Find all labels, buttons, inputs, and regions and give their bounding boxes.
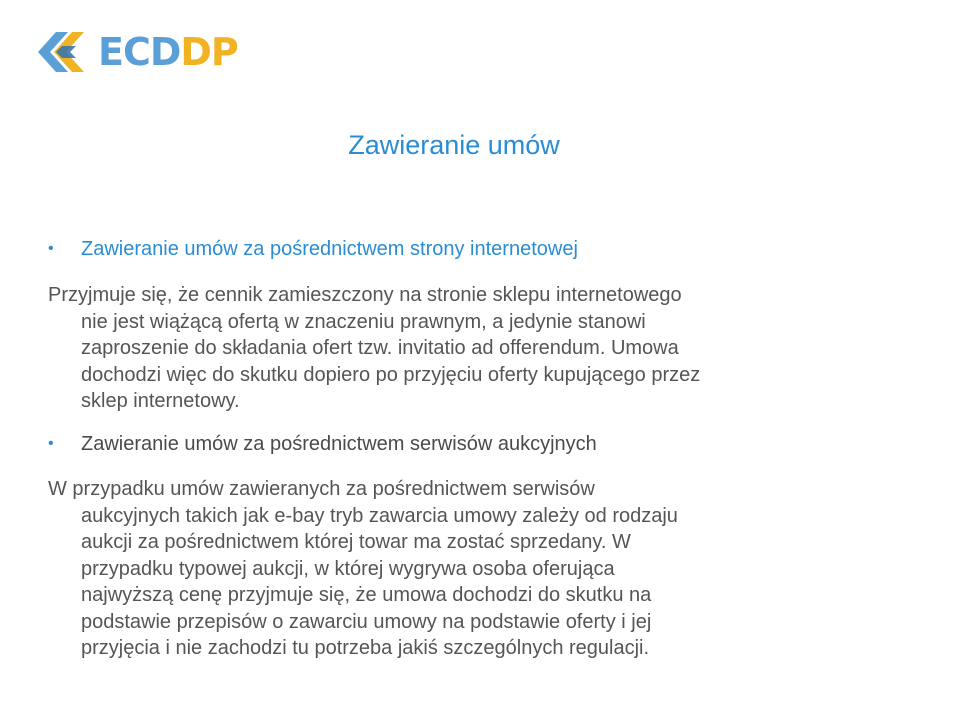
chevron-arrows-icon [36, 32, 90, 72]
section-heading-text: Zawieranie umów za pośrednictwem strony internetowej [81, 238, 578, 260]
bullet-icon: • [48, 240, 54, 257]
paragraph-line: najwyższą cenę przyjmuje się, że umowa dochodzi do skutku na [81, 584, 652, 606]
paragraph-line: nie jest wiążącą ofertą w znaczeniu prawnym, a jedynie stanowi [81, 310, 646, 333]
logo-text [98, 28, 238, 76]
paragraph-line: zaproszenie do składania ofert tzw. invitatio ad offerendum. Umowa [81, 337, 679, 359]
slide-title: Zawieranie umów [348, 130, 560, 160]
paragraph-line: aukcyjnych takich jak e-bay tryb zawarcia umowy zależy od rodzaju [81, 504, 678, 527]
paragraph-line: dochodzi więc do skutku dopiero po przyjęciu oferty kupującego przez [81, 363, 701, 386]
section-paragraph-website [48, 282, 908, 415]
section-heading-text: Zawieranie umów za pośrednictwem serwisów aukcyjnych [81, 433, 597, 455]
bullet-icon: • [48, 435, 54, 452]
logo-text-part2: DP [180, 30, 238, 74]
paragraph-line: przyjęcia i nie zachodzi tu potrzeba jakiś szczególnych regulacji. [81, 637, 650, 659]
section-paragraph-auctions [48, 476, 908, 662]
paragraph-line: przypadku typowej aukcji, w której wygrywa osoba oferująca [81, 557, 615, 580]
paragraph-line: podstawie przepisów o zawarciu umowy na podstawie oferty i jej [81, 610, 652, 633]
paragraph-line: Przyjmuje się, że cennik zamieszczony na stronie sklepu internetowego [48, 284, 682, 306]
paragraph-line: sklep internetowy. [81, 390, 240, 412]
logo-text-part1: ECD [98, 30, 181, 74]
logo [36, 28, 238, 76]
paragraph-line: W przypadku umów zawieranych za pośrednictwem serwisów [48, 478, 595, 500]
paragraph-line: aukcji za pośrednictwem której towar ma zostać sprzedany. W [81, 531, 631, 553]
